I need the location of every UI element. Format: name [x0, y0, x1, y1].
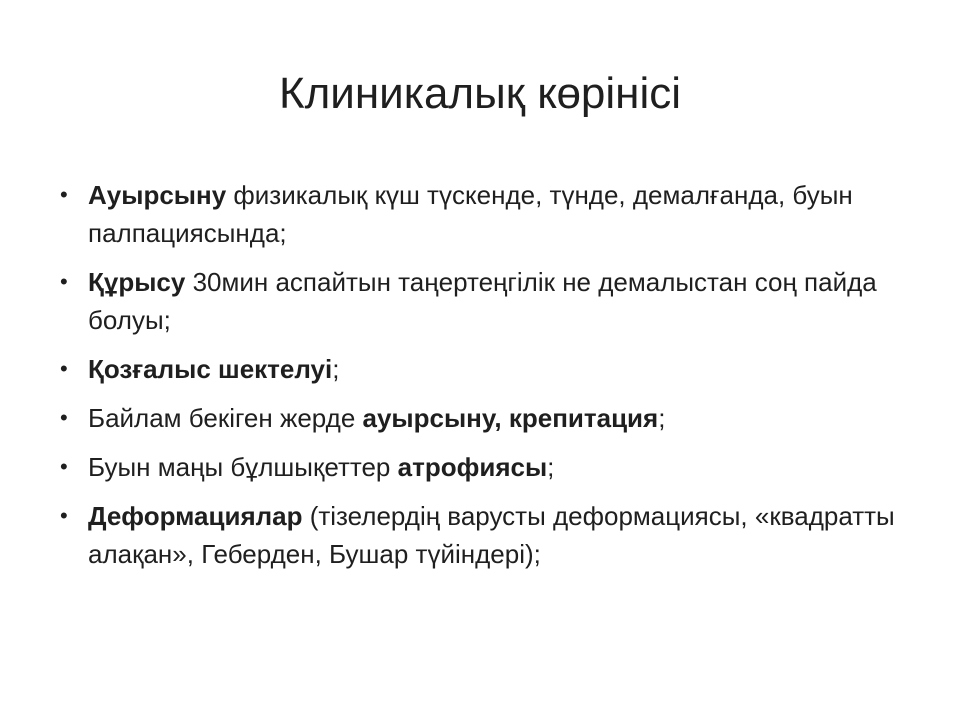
term-deformations: Деформациялар — [88, 501, 303, 531]
term-movement-limit: Қозғалыс шектелуі — [88, 354, 333, 384]
bullet-dot-icon: • — [60, 182, 68, 207]
bullet-item-atrophy — [60, 448, 920, 486]
term-pain: Ауырсыну — [88, 180, 227, 210]
bullet-text: физикалық күш түскенде, түнде, демалғанда, буын палпациясында; — [88, 180, 853, 248]
bullet-dot-icon: • — [60, 269, 68, 294]
bullet-list — [60, 176, 920, 584]
term-atrophy: атрофиясы — [397, 452, 548, 482]
term-stiffness: Құрысу — [88, 267, 186, 297]
bullet-item-stiffness — [60, 263, 920, 339]
bullet-dot-icon: • — [60, 405, 68, 430]
bullet-text: 30мин аспайтын таңертеңгілік не демалыстан соң пайда болуы; — [88, 267, 877, 335]
bullet-item-deformations — [60, 497, 920, 573]
bullet-text: ; — [547, 452, 555, 482]
bullet-dot-icon: • — [60, 454, 68, 479]
term-crepitation: ауырсыну, крепитация — [362, 403, 659, 433]
bullet-dot-icon: • — [60, 503, 68, 528]
slide-title: Клиникалық көрінісі — [278, 69, 682, 118]
bullet-item-movement-limit — [60, 350, 920, 388]
bullet-item-crepitation — [60, 399, 920, 437]
bullet-text: Буын маңы бұлшықеттер — [88, 452, 398, 482]
bullet-dot-icon: • — [60, 356, 68, 381]
bullet-text: ; — [332, 354, 340, 384]
bullet-text: ; — [658, 403, 666, 433]
bullet-text: (тізелердің варусты деформациясы, «квадратты алақан», Геберден, Бушар түйіндері); — [88, 501, 895, 569]
bullet-text: Байлам бекіген жерде — [88, 403, 363, 433]
bullet-item-pain — [60, 176, 920, 252]
